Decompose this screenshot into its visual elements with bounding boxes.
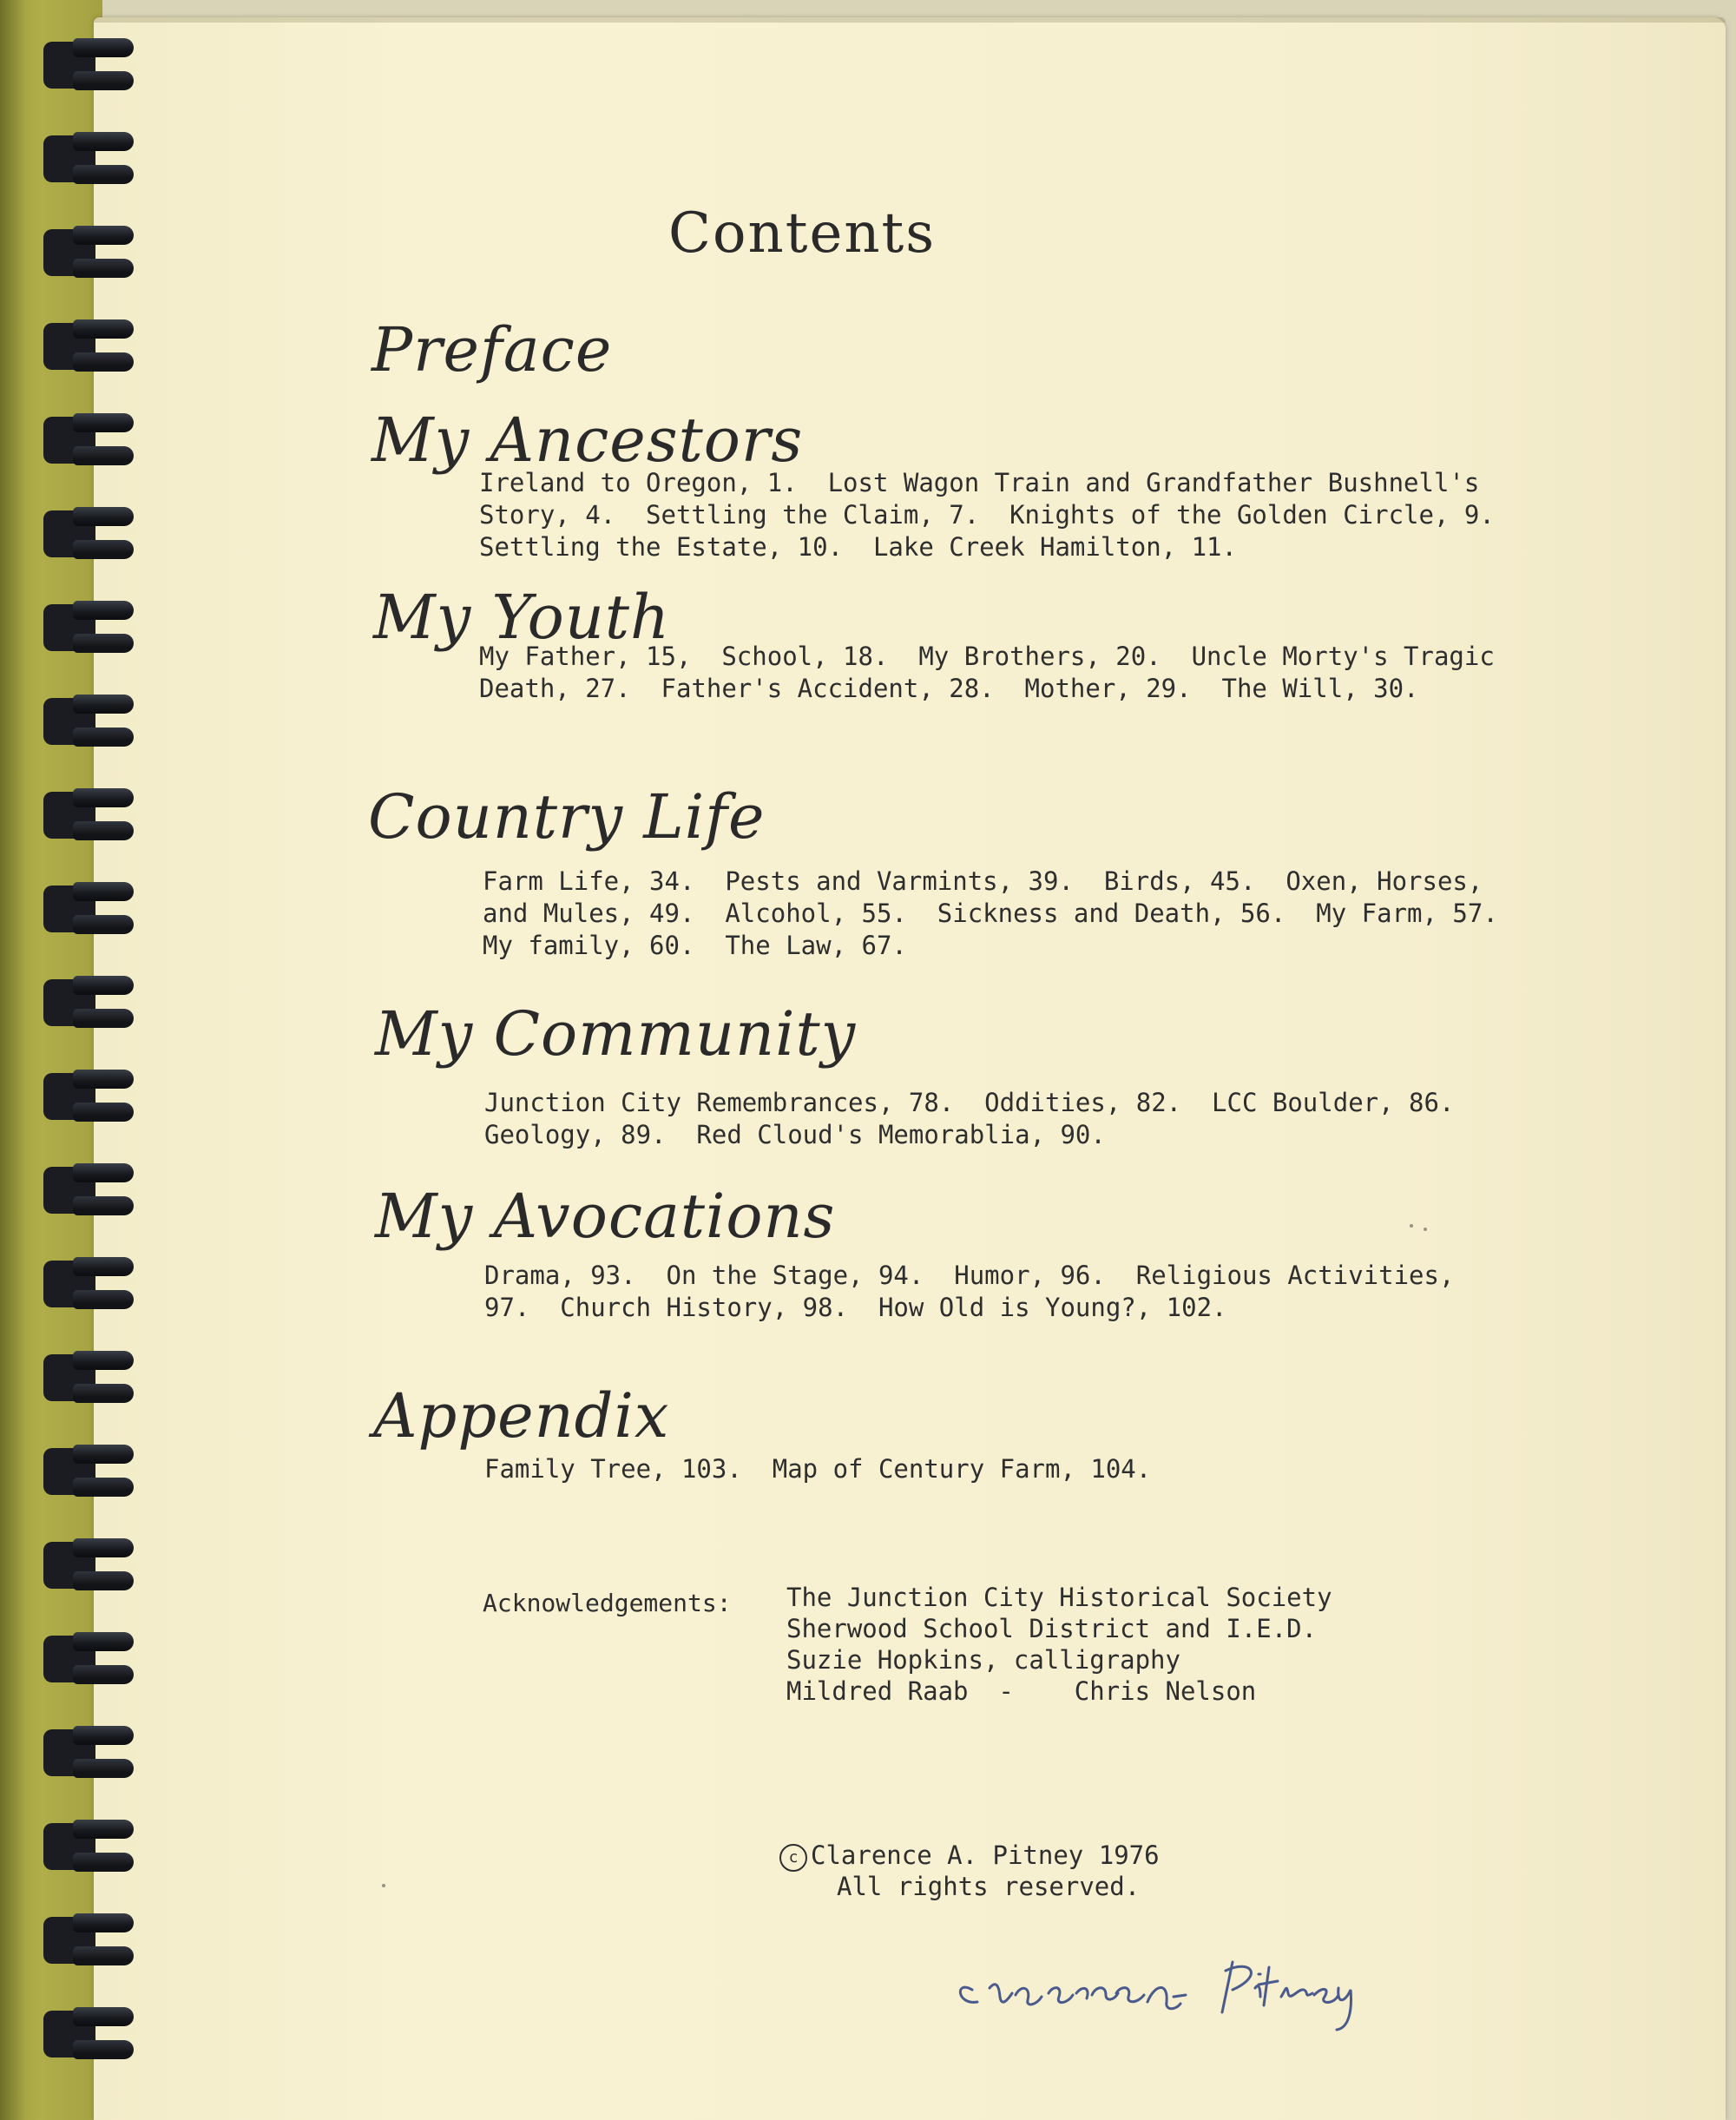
heading-country-life: Country Life [368, 781, 766, 853]
binding-coil [38, 1439, 139, 1502]
binding-coil [38, 502, 139, 564]
binding-coil [38, 2002, 139, 2064]
heading-preface: Preface [372, 314, 613, 385]
binding-coil [38, 1158, 139, 1221]
paper-speck [1410, 1224, 1413, 1228]
acknowledgements-label: Acknowledgements: [483, 1589, 732, 1617]
binding-coil [38, 1814, 139, 1877]
binding-coil [38, 221, 139, 283]
rights-reserved: All rights reserved. [837, 1872, 1141, 1901]
binding-coil [38, 1908, 139, 1971]
binding-coil [38, 1252, 139, 1314]
heading-my-community: My Community [375, 998, 857, 1070]
entries-my-ancestors: Ireland to Oregon, 1. Lost Wagon Train and Grandfather Bushnell's Story, 4. Settling the Claim, 7. Knights of the Golden Circle, 9. Settling the Estate, 10. Lake Creek Hamilton, 11. [479, 468, 1495, 562]
binding-coil [38, 596, 139, 658]
binding-coil [38, 1533, 139, 1596]
entries-my-youth: My Father, 15, School, 18. My Brothers, 20. Uncle Morty's Tragic Death, 27. Father's Accident, 28. Mother, 29. The Will, 30. [479, 642, 1495, 703]
heading-my-ancestors: My Ancestors [372, 405, 804, 476]
page-title: Contents [668, 201, 937, 266]
contents-page [94, 17, 1726, 2120]
binding-coil [38, 1346, 139, 1408]
heading-appendix: Appendix [373, 1380, 670, 1452]
copyright-symbol-icon: c [779, 1844, 807, 1872]
entries-my-community: Junction City Remembrances, 78. Oddities, 82. LCC Boulder, 86. Geology, 89. Red Cloud's Memorablia, 90. [484, 1088, 1455, 1149]
paper-speck [1424, 1228, 1427, 1231]
binding-coil [38, 689, 139, 752]
entries-appendix: Family Tree, 103. Map of Century Farm, 104. [484, 1454, 1152, 1484]
acknowledgements-list: The Junction City Historical Society Sherwood School District and I.E.D. Suzie Hopkins, calligraphy Mildred Raab - Chris Nelson [786, 1583, 1332, 1706]
binding-coil [38, 783, 139, 846]
binding-coil [38, 1721, 139, 1783]
cover-shadow [0, 0, 26, 2120]
entries-my-avocations: Drama, 93. On the Stage, 94. Humor, 96. Religious Activities, 97. Church History, 98. How Old is Young?, 102. [484, 1261, 1455, 1322]
copyright-line [779, 1840, 1160, 1872]
binding-coil [38, 1627, 139, 1689]
binding-coil [38, 1064, 139, 1127]
binding-coil [38, 314, 139, 377]
copyright-holder: Clarence A. Pitney 1976 [811, 1840, 1160, 1870]
binding-coil [38, 408, 139, 471]
binding-coil [38, 971, 139, 1033]
binding-coil [38, 127, 139, 189]
binding-coil [38, 877, 139, 939]
heading-my-youth: My Youth [373, 582, 671, 653]
page-top-edge [94, 17, 1726, 23]
spiral-binding [38, 0, 151, 2120]
paper-speck [382, 1884, 385, 1887]
signature-text: Clarence A. Pitney [946, 1945, 953, 1946]
handwritten-signature [946, 1945, 1397, 2040]
binding-coil [38, 33, 139, 95]
entries-country-life: Farm Life, 34. Pests and Varmints, 39. Birds, 45. Oxen, Horses, and Mules, 49. Alcohol, 55. Sickness and Death, 56. My Farm, 57. My family, 60. The Law, 67. [483, 866, 1498, 960]
heading-my-avocations: My Avocations [375, 1181, 836, 1252]
